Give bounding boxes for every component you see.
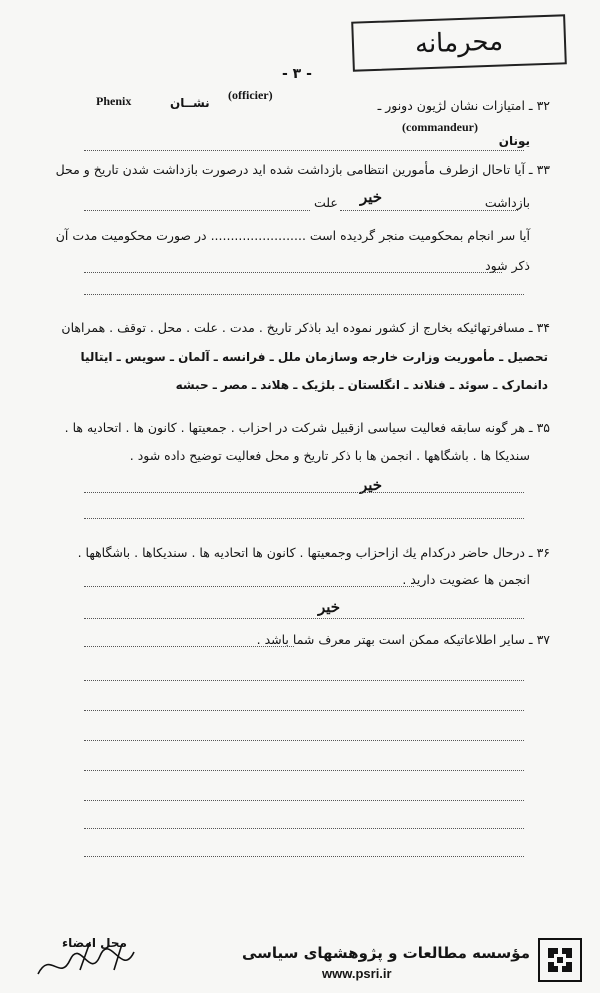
q35-line2: سندیکا ها . باشگاهها . انجمن ها با ذکر تاریخ و محل فعالیت توضیح داده شود . (129, 448, 530, 463)
q37-dots-6 (84, 828, 524, 829)
institute-url: www.psri.ir (322, 966, 392, 981)
q36-dots-b (84, 618, 524, 619)
q34-line2: تحصیل ـ مأموریت وزارت خارجه وسازمان ملل ـ فرانسه ـ آلمان ـ سویس ـ ایتالیا (80, 350, 548, 364)
q33-dots-c (84, 210, 310, 211)
q37-dots-1 (84, 680, 524, 681)
q37-line1: ۳۷ ـ سایر اطلاعاتیکه ممکن است بهتر معرف شما باشد . (256, 632, 550, 647)
q33-line1: ۳۳ ـ آیا تاحال ازطرف مأمورین انتظامی بازداشت شده اید درصورت بازداشت شدن تاریخ و محل (55, 162, 550, 177)
q32-commandeur: (commandeur) (402, 120, 478, 134)
q32-yunan: یونان (498, 134, 530, 148)
q33-answer: خیر (360, 188, 383, 206)
stamp-text: محرمانه (414, 26, 504, 60)
q33-line3: آیا سر انجام بمحکومیت منجر گردیده است ........................ در صورت محکومیت مدت آن (55, 228, 530, 243)
q35-dots-a (84, 492, 524, 493)
q37-dots-2 (84, 710, 524, 711)
signature-label: محل امضاء (62, 936, 127, 950)
q35-dots-b (84, 518, 524, 519)
signature-scribble (30, 930, 170, 985)
institute-name: مؤسسه مطالعات و پژوهشهای سیاسی (241, 944, 530, 962)
q36-line2: انجمن ها عضویت دارید . (402, 572, 530, 587)
q37-dots-4 (84, 770, 524, 771)
q37-dots-5 (84, 800, 524, 801)
confidential-stamp (351, 14, 567, 71)
q37-dots-3 (84, 740, 524, 741)
institute-logo-icon (538, 938, 582, 982)
q32-phenix: Phenix (96, 94, 132, 108)
q35-line1: ۳۵ ـ هر گونه سابقه فعالیت سیاسی ازقبیل شرکت در احزاب . جمعیتها . کانون ها . اتحادیه ها . (64, 420, 550, 435)
q37-dots-7 (84, 856, 524, 857)
q33-dots-a (420, 210, 518, 211)
q33-line4: ذکر شود (485, 258, 530, 273)
q33-dots-e (84, 294, 524, 295)
q32-label: ۳۲ ـ امتیازات نشان لژیون دونور ـ (377, 98, 550, 113)
q32-officier: (officier) (228, 88, 273, 102)
q34-line1: ۳۴ ـ مسافرتهائیکه بخارج از کشور نموده اید باذکر تاریخ . مدت . علت . محل . توقف . همراهان (61, 320, 550, 335)
q32-dotted-line (84, 150, 524, 151)
q34-line3: دانمارک ـ سوئد ـ فنلاند ـ انگلستان ـ بلژیک ـ هلاند ـ مصر ـ حبشه (175, 378, 548, 392)
q37-dots-0 (84, 646, 294, 647)
q36-answer: خیر (318, 598, 341, 616)
q35-answer: خیر (360, 476, 383, 494)
q33-dots-d (84, 272, 502, 273)
q33-line2-label: بازداشت (484, 195, 530, 210)
q36-line1: ۳۶ ـ درحال حاضر درکدام یك ازاحزاب وجمعیتها . کانون ها اتحادیه ها . سندیکاها . باشگاهها . (77, 545, 550, 560)
q36-dots-a (84, 586, 414, 587)
q33-dots-b (340, 210, 420, 211)
q33-line2-cause: علت (314, 195, 338, 210)
page-number: - ۳ - (282, 66, 312, 82)
q32-nishan: نشــان (170, 96, 210, 110)
